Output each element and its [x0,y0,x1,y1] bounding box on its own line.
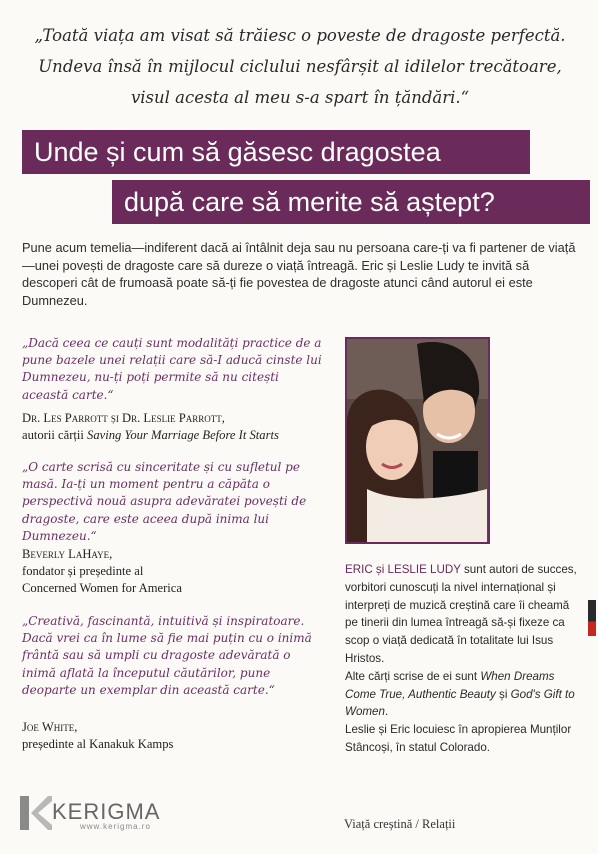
intro-paragraph: Pune acum temelia—indiferent dacă ai întâlnit deja sau nu persoana care-ți va fi partener de viață—unei povești de dragoste care să dureze o viață întreagă. Eric și Leslie Ludy te invită să descoperi cât de frumoasă poate să-ți fie povestea de dragoste atunci când autorul ei este Dumnezeu. [22,240,576,308]
endorsement-author-3: Joe White, [22,720,78,734]
endorsement-role-2a: fondator și președinte al [22,564,144,578]
authors-bio-paragraph-3: Leslie și Eric locuiesc în apropierea Munților Stâncoși, în statul Colorado. [345,723,572,754]
publisher-logo [20,796,170,836]
endorsement-role-prefix-1: autorii cărții [22,428,88,442]
edge-color-bar [588,600,596,636]
authors-bio-paragraph-1 [345,561,580,668]
endorsement-quote-2: „O carte scrisă cu sinceritate și cu sufletul pe masă. Ia-ți un moment pentru a căpăta o perspectivă nouă asupra adevăratei povești de dragoste, care este aceea după inima lui Dumnezeu.“ [22,460,307,543]
other-books-end: . [384,705,389,719]
authors-photo-illustration [347,339,488,542]
endorsement-attribution-3 [22,719,337,753]
endorsement-author-1: Dr. Les Parrott și Dr. Leslie Parrott, [22,411,225,425]
kerigma-k-icon [20,796,52,830]
endorsement-role-1 [22,427,337,444]
endorsement-book-title-1: Saving Your Marriage Before It Starts [87,428,279,442]
authors-bio-text-1: sunt autori de succes, vorbitori cunoscuți la nivel internațional și interpreți de muzică creștină care îi cheamă pe tinerii din lumea întreagă să-și fixeze ca scop o viață dedicată în totalitate lui Isus Hristos. [345,563,577,665]
endorsement-role-2b: Concerned Women for America [22,581,182,595]
headline-band-2 [112,180,590,224]
headline-line-1: Unde și cum să găsesc dragostea [34,137,441,167]
authors-names: ERIC și LESLIE LUDY [345,563,461,576]
endorsement-author-2: Beverly LaHaye, [22,547,113,561]
opening-quote-line-3: visul acesta al meu s-a spart în țăndări.“ [130,88,470,107]
authors-photo [345,337,490,544]
other-books-titles: When Dreams Come True, Authentic Beauty [345,669,555,701]
endorsement-attribution-1 [22,410,337,444]
headline-band-1 [22,130,530,174]
opening-quote-line-2: Undeva însă în mijlocul ciclului nesfârșit al idilelor trecătoare, [38,57,562,76]
endorsement-role-3: președinte al Kanakuk Kamps [22,737,174,751]
authors-bio [345,561,580,757]
endorsement-quote-1: „Dacă ceea ce cauți sunt modalități practice de a pune bazele unei relații care să-I aducă cinste lui Dumnezeu, nu-ți poți permite să nu citești această carte.“ [22,336,322,402]
endorsement-quote-3: „Creativă, fascinantă, intuitivă și inspiratoare. Dacă vrei ca în lume să fie mai puțin cu o inimă frântă sau să umpli cu dragoste adevărată o inimă aflată la începutul căutărilor, pune deoparte un exemplar din această carte.“ [22,614,312,697]
endorsement-attribution-2 [22,546,337,597]
other-books-prefix: Alte cărți scrise de ei sunt [345,669,481,683]
opening-quote [20,20,580,113]
other-books-conjunction: și [495,687,511,701]
publisher-url: www.kerigma.ro [80,822,151,831]
publisher-name: KERIGMA [52,799,161,824]
headline-line-2: după care să merite să aștept? [124,187,495,217]
book-category: Viață creștină / Relații [344,817,456,831]
authors-bio-paragraph-2 [345,668,580,721]
other-books-title-3: God's Gift to Women [345,687,575,719]
opening-quote-line-1: „Toată viața am visat să trăiesc o poveste de dragoste perfectă. [34,26,566,45]
